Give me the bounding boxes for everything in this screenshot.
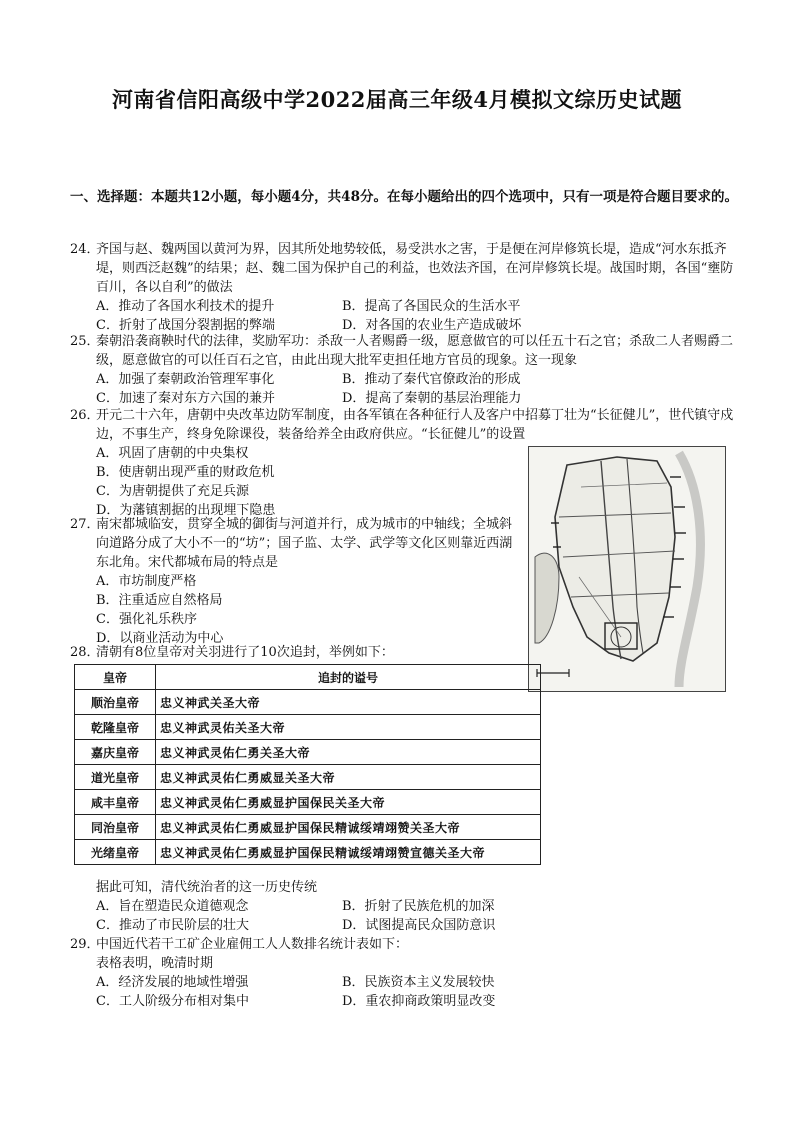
option-c: C．强化礼乐秩序 — [96, 612, 197, 627]
option-a: A．加强了秦朝政治管理军事化 — [96, 372, 275, 387]
option-d: D．重农抑商政策明显改变 — [342, 994, 496, 1009]
title-cell: 忠义神武关圣大帝 — [156, 690, 541, 715]
emperor-cell: 道光皇帝 — [75, 765, 156, 790]
option-d: D．试图提高民众国防意识 — [342, 918, 496, 933]
option-c: C．加速了秦对东方六国的兼并 — [96, 391, 275, 406]
table-row — [75, 715, 541, 740]
emperor-cell: 咸丰皇帝 — [75, 790, 156, 815]
option-c: C．折射了战国分裂割据的弊端 — [96, 318, 275, 333]
options-row — [96, 992, 738, 1011]
option-a: A．巩固了唐朝的中央集权 — [96, 446, 249, 461]
question-stem: 开元二十六年，唐朝中央改革边防军制度，由各军镇在各种征行人及客户中招募丁壮为“长征健儿”，世代镇守戍边，不事生产，终身免除课役，装备给养全由政府供应。“长征健儿”的设置 — [96, 408, 734, 442]
question-stem: 中国近代若干工矿企业雇佣工人人数排名统计表如下： — [96, 937, 409, 952]
column-header-emperor: 皇帝 — [75, 665, 156, 690]
option-c: C．工人阶级分布相对集中 — [96, 994, 249, 1009]
title-cell: 忠义神武灵佑仁勇关圣大帝 — [156, 740, 541, 765]
option-b: B．使唐朝出现严重的财政危机 — [96, 465, 275, 480]
question-number: 25． — [70, 334, 100, 349]
table-row — [75, 740, 541, 765]
emperor-cell: 同治皇帝 — [75, 815, 156, 840]
question-number: 26． — [70, 408, 100, 423]
option-c: C．推动了市民阶层的壮大 — [96, 918, 249, 933]
title-cell: 忠义神武灵佑仁勇威显护国保民精诚绥靖翊赞关圣大帝 — [156, 815, 541, 840]
option-a: A．推动了各国水利技术的提升 — [96, 299, 275, 314]
options-row — [96, 973, 738, 992]
question-stem: 南宋都城临安，贯穿全城的御街与河道并行，成为城市的中轴线；全城斜向道路分成了大小不一的“坊”；国子监、太学、武学等文化区则靠近西湖东北角。宋代都城布局的特点是 — [96, 517, 513, 570]
option-a: A．旨在塑造民众道德观念 — [96, 899, 249, 914]
question-number: 29． — [70, 937, 100, 952]
question-29 — [70, 935, 738, 1011]
option-b: B．推动了秦代官僚政治的形成 — [342, 372, 521, 387]
question-24 — [70, 240, 738, 335]
table-row — [75, 690, 541, 715]
emperor-cell: 乾隆皇帝 — [75, 715, 156, 740]
section-heading: 一、选择题：本题共12小题，每小题4分，共48分。在每小题给出的四个选项中，只有一项是符合题目要求的。 — [70, 189, 738, 205]
option-a: A．市坊制度严格 — [96, 574, 197, 589]
option-c: C．为唐朝提供了充足兵源 — [96, 484, 249, 499]
option-a: A．经济发展的地域性增强 — [96, 975, 249, 990]
options-row — [96, 897, 738, 916]
city-map-illustration — [529, 447, 725, 691]
option-b: B．民族资本主义发展较快 — [342, 975, 495, 990]
question-25 — [70, 332, 738, 408]
option-b: B．折射了民族危机的加深 — [342, 899, 495, 914]
question-number: 24． — [70, 242, 100, 257]
table-row — [75, 840, 541, 865]
question-followup: 表格表明，晚清时期 — [96, 956, 214, 971]
option-b: B．提高了各国民众的生活水平 — [342, 299, 521, 314]
question-number: 27． — [70, 517, 100, 532]
table-row — [75, 765, 541, 790]
title-cell: 忠义神武灵佑关圣大帝 — [156, 715, 541, 740]
options-row — [96, 370, 738, 389]
question-28 — [70, 643, 550, 662]
option-d: D．为藩镇割据的出现埋下隐患 — [96, 503, 276, 518]
options-row — [96, 916, 738, 935]
question-number: 28． — [70, 645, 100, 660]
page-title: 河南省信阳高级中学2022届高三年级4月模拟文综历史试题 — [111, 87, 683, 112]
title-cell: 忠义神武灵佑仁勇威显关圣大帝 — [156, 765, 541, 790]
question-followup: 据此可知，清代统治者的这一历史传统 — [96, 880, 318, 895]
emperor-cell: 顺治皇帝 — [75, 690, 156, 715]
question-28-options — [70, 878, 738, 935]
option-b: B．注重适应自然格局 — [96, 593, 223, 608]
table-row — [75, 815, 541, 840]
option-d: D．对各国的农业生产造成破坏 — [342, 318, 522, 333]
question-stem: 清朝有8位皇帝对关羽进行了10次追封，举例如下： — [96, 645, 394, 660]
title-cell: 忠义神武灵佑仁勇威显护国保民精诚绥靖翊赞宣德关圣大帝 — [156, 840, 541, 865]
emperor-cell: 光绪皇帝 — [75, 840, 156, 865]
question-27 — [70, 515, 522, 648]
option-d: D．提高了秦朝的基层治理能力 — [342, 391, 522, 406]
table-row — [75, 790, 541, 815]
posthumous-title-table — [74, 664, 541, 865]
question-stem: 齐国与赵、魏两国以黄河为界，因其所处地势较低，易受洪水之害，于是便在河岸修筑长堤，造成“河水东抵齐堤，则西泛赵魏”的结果；赵、魏二国为保护自己的利益，也效法齐国，在河岸修筑长堤。战国时期，各国“壅防百川，各以自利”的做法 — [96, 242, 734, 295]
emperor-cell: 嘉庆皇帝 — [75, 740, 156, 765]
options-row — [96, 297, 738, 316]
column-header-title: 追封的谥号 — [156, 665, 541, 690]
option-d: D．以商业活动为中心 — [96, 631, 224, 646]
linan-city-map — [528, 446, 726, 692]
question-stem: 秦朝沿袭商鞅时代的法律，奖励军功：杀敌一人者赐爵一级，愿意做官的可以任五十石之官；杀敌二人者赐爵二级，愿意做官的可以任百石之官，由此出现大批军吏担任地方官员的现象。这一现象 — [96, 334, 734, 368]
title-cell: 忠义神武灵佑仁勇威显护国保民关圣大帝 — [156, 790, 541, 815]
table-header-row — [75, 665, 541, 690]
